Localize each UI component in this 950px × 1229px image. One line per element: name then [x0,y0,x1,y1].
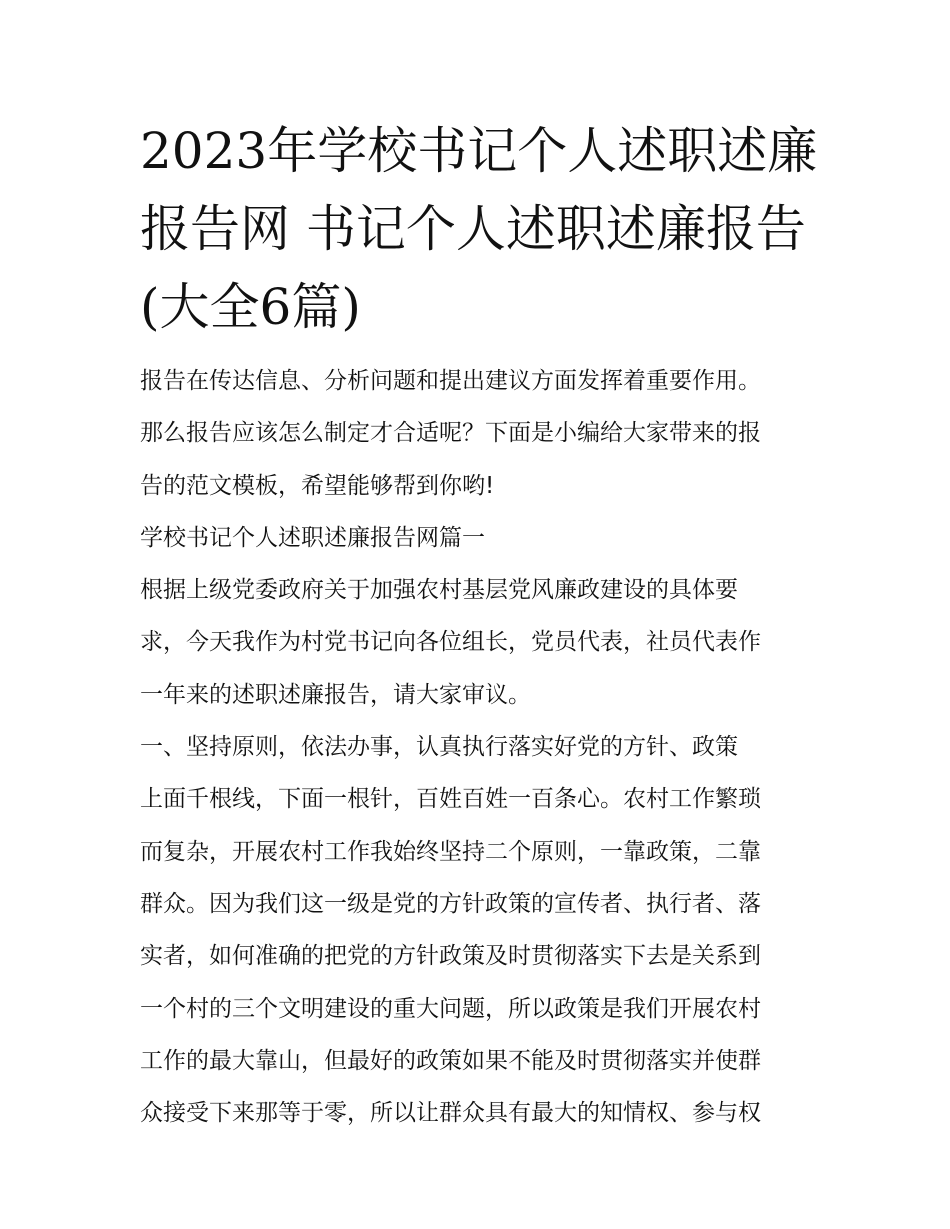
title-line-1: 2023年学校书记个人述职述廉 [140,122,818,180]
body-line: 众接受下来那等于零，所以让群众具有最大的知情权、参与权 [140,1100,761,1127]
body-line: 上面千根线，下面一根针，百姓百姓一百条心。农村工作繁琐 [140,786,761,813]
body-line: 实者，如何准确的把党的方针政策及时贯彻落实下去是关系到 [140,943,761,970]
subsection-heading: 一、坚持原则，依法办事，认真执行落实好党的方针、政策 [140,734,738,761]
body-line: 求，今天我作为村党书记向各位组长，党员代表，社员代表作 [140,629,761,656]
body-line: 而复杂，开展农村工作我始终坚持二个原则，一靠政策，二靠 [140,838,761,865]
document-body [140,355,840,1139]
title-line-3: (大全6篇) [140,278,361,336]
body-line: 一年来的述职述廉报告，请大家审议。 [140,681,531,708]
body-line: 群众。因为我们这一级是党的方针政策的宣传者、执行者、落 [140,890,761,917]
section-heading: 学校书记个人述职述廉报告网篇一 [140,524,485,551]
body-line: 告的范文模板，希望能够帮到你哟! [140,472,495,499]
document-title [140,112,840,346]
body-line: 工作的最大靠山，但最好的政策如果不能及时贯彻落实并使群 [140,1047,761,1074]
body-line: 报告在传达信息、分析问题和提出建议方面发挥着重要作用。 [140,368,761,394]
title-line-2: 报告网 书记个人述职述廉报告 [140,200,806,258]
body-line: 一个村的三个文明建设的重大问题，所以政策是我们开展农村 [140,995,761,1022]
body-line: 根据上级党委政府关于加强农村基层党风廉政建设的具体要 [140,577,738,604]
body-line: 那么报告应该怎么制定才合适呢？下面是小编给大家带来的报 [140,420,761,447]
